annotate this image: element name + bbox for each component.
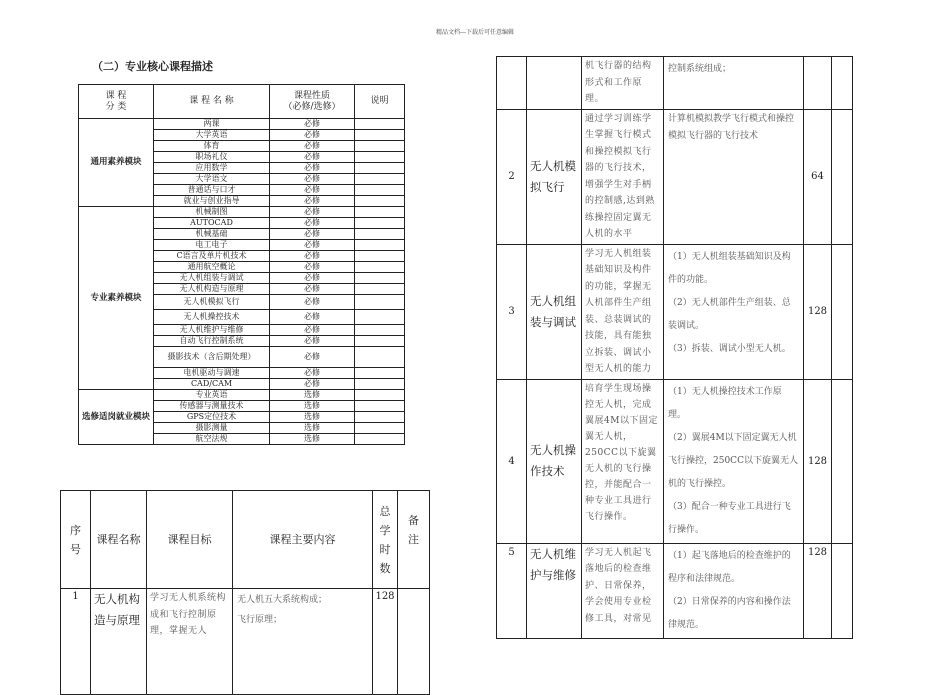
course-notes bbox=[355, 262, 405, 273]
header-nature: 课程性质 （必修/选修） bbox=[270, 85, 355, 119]
course-nature: 必修 bbox=[270, 310, 355, 325]
row-no: 3 bbox=[497, 244, 527, 379]
course-name: 两课 bbox=[154, 119, 270, 130]
course-name: 职场礼仪 bbox=[154, 152, 270, 163]
content-line: 计算机模拟教学飞行模式和操控模拟飞行器的飞行技术 bbox=[668, 113, 795, 141]
course-name: 应用数学 bbox=[154, 163, 270, 174]
course-notes bbox=[355, 240, 405, 251]
course-name: 无人机构造与原理 bbox=[154, 284, 270, 295]
course-nature: 必修 bbox=[270, 163, 355, 174]
course-name: AUTOCAD bbox=[154, 218, 270, 229]
course-nature: 必修 bbox=[270, 174, 355, 185]
course-notes bbox=[355, 119, 405, 130]
course-name: 大学英语 bbox=[154, 130, 270, 141]
content-line: （2）无人机部件生产组装、总装调试。 bbox=[668, 297, 791, 331]
header-hours: 总 学 时 数 bbox=[373, 491, 398, 589]
course-notes bbox=[355, 379, 405, 390]
course-nature: 必修 bbox=[270, 196, 355, 207]
course-name: 无人机维护与维修 bbox=[154, 325, 270, 336]
course-notes bbox=[355, 423, 405, 434]
row-hours: 128 bbox=[804, 379, 832, 543]
content-line: 无人机五大系统构成； bbox=[237, 595, 328, 605]
course-name: 机械制图 bbox=[154, 207, 270, 218]
course-notes bbox=[355, 336, 405, 347]
course-notes bbox=[355, 434, 405, 445]
row-hours bbox=[804, 57, 832, 110]
row-course-name bbox=[527, 57, 582, 110]
row-no: 1 bbox=[61, 589, 91, 695]
row-content bbox=[664, 543, 804, 638]
course-notes bbox=[355, 325, 405, 336]
row-course-name: 无人机组装与调试 bbox=[527, 244, 582, 379]
row-course-name: 无人机构造与原理 bbox=[91, 589, 147, 695]
module-name: 通用素养模块 bbox=[79, 119, 154, 207]
content-line: （2）日常保养的内容和操作法律规范。 bbox=[668, 596, 791, 630]
content-line: （1）无人机组装基础知识及构件的功能。 bbox=[668, 251, 791, 285]
row-content bbox=[233, 589, 373, 695]
course-nature: 必修 bbox=[270, 347, 355, 368]
row-content bbox=[664, 109, 804, 244]
course-nature: 必修 bbox=[270, 251, 355, 262]
row-no bbox=[497, 57, 527, 110]
row-no: 2 bbox=[497, 109, 527, 244]
row-notes bbox=[832, 109, 853, 244]
course-name: 电机驱动与调速 bbox=[154, 368, 270, 379]
course-name: 就业与创业指导 bbox=[154, 196, 270, 207]
header-notes: 备 注 bbox=[398, 491, 430, 589]
header-course-name: 课程名称 bbox=[91, 491, 147, 589]
row-content: 控制系统组成； bbox=[664, 57, 804, 110]
course-row bbox=[79, 390, 405, 401]
detail-row-5 bbox=[497, 543, 853, 638]
header-no: 序 号 bbox=[61, 491, 91, 589]
course-notes bbox=[355, 163, 405, 174]
course-type-body bbox=[79, 119, 405, 445]
row-content bbox=[664, 244, 804, 379]
course-nature: 必修 bbox=[270, 229, 355, 240]
content-line: （1）无人机操控技术工作原理。 bbox=[668, 386, 782, 420]
course-name: 无人机操控技术 bbox=[154, 310, 270, 325]
course-notes bbox=[355, 401, 405, 412]
course-notes bbox=[355, 295, 405, 310]
course-notes bbox=[355, 152, 405, 163]
course-nature: 必修 bbox=[270, 379, 355, 390]
course-name: 航空法规 bbox=[154, 434, 270, 445]
row-content bbox=[664, 379, 804, 543]
course-nature: 必修 bbox=[270, 207, 355, 218]
course-nature: 选修 bbox=[270, 390, 355, 401]
course-notes bbox=[355, 141, 405, 152]
course-name: 普通话与口才 bbox=[154, 185, 270, 196]
header-content: 课程主要内容 bbox=[233, 491, 373, 589]
course-type-header-row bbox=[79, 85, 405, 119]
row-hours: 64 bbox=[804, 109, 832, 244]
course-name: 自动飞行控制系统 bbox=[154, 336, 270, 347]
row-notes bbox=[832, 57, 853, 110]
course-notes bbox=[355, 207, 405, 218]
content-line: （3）拆装、调试小型无人机。 bbox=[668, 343, 791, 354]
header-course-name: 课 程 名 称 bbox=[154, 85, 270, 119]
content-line: （1）起飞落地后的检查维护的程序和法律规范。 bbox=[668, 550, 791, 584]
course-name: 大学语文 bbox=[154, 174, 270, 185]
course-name: 摄影技术（含后期处理） bbox=[154, 347, 270, 368]
row-goal: 机飞行器的结构形式和工作原理。 bbox=[582, 57, 664, 110]
row-no: 4 bbox=[497, 379, 527, 543]
course-notes bbox=[355, 196, 405, 207]
header-category: 课 程 分 类 bbox=[79, 85, 154, 119]
course-name: 机械基础 bbox=[154, 229, 270, 240]
row-goal: 通过学习训练学生掌握飞行模式和操控模拟飞行器的飞行技术，增强学生对手柄的控制感,达到熟练操控固定翼无人机的水平 bbox=[582, 109, 664, 244]
course-notes bbox=[355, 185, 405, 196]
course-row bbox=[79, 207, 405, 218]
course-nature: 必修 bbox=[270, 152, 355, 163]
course-nature: 必修 bbox=[270, 240, 355, 251]
content-line: 飞行原理； bbox=[237, 615, 283, 625]
module-name: 选修适岗就业模块 bbox=[79, 390, 154, 445]
course-notes bbox=[355, 412, 405, 423]
content-line: （2）翼展4M以下固定翼无人机飞行操控，250CC以下旋翼无人机的飞行操控。 bbox=[668, 432, 798, 489]
row-no: 5 bbox=[497, 543, 527, 638]
course-row bbox=[79, 119, 405, 130]
course-nature: 必修 bbox=[270, 336, 355, 347]
row-course-name: 无人机操作技术 bbox=[527, 379, 582, 543]
course-name: C语言及单片机技术 bbox=[154, 251, 270, 262]
course-notes bbox=[355, 130, 405, 141]
row-hours: 128 bbox=[373, 589, 398, 695]
row-hours: 128 bbox=[804, 244, 832, 379]
row-notes bbox=[398, 589, 430, 695]
detail-row-2 bbox=[497, 109, 853, 244]
course-notes bbox=[355, 390, 405, 401]
row-goal: 学习无人机组装基础知识及构件的功能，掌握无人机部件生产组装、总装调试的技能，具有能独立拆装、调试小型无人机的能力 bbox=[582, 244, 664, 379]
row-goal: 培育学生现场操控无人机，完成翼展4M以下固定翼无人机，250CC以下旋翼无人机的飞行操控，并能配合一种专业工具进行飞行操作。 bbox=[582, 379, 664, 543]
course-detail-table-left bbox=[60, 490, 430, 695]
course-name: 无人机模拟飞行 bbox=[154, 295, 270, 310]
detail-header-row bbox=[61, 491, 430, 589]
course-detail-table-right bbox=[496, 56, 853, 639]
course-nature: 必修 bbox=[270, 295, 355, 310]
row-course-name: 无人机维护与维修 bbox=[527, 543, 582, 638]
course-notes bbox=[355, 284, 405, 295]
course-name: 传感器与测量技术 bbox=[154, 401, 270, 412]
course-type-table bbox=[78, 84, 405, 445]
header-notes: 说明 bbox=[355, 85, 405, 119]
detail-row-3 bbox=[497, 244, 853, 379]
course-name: 电工电子 bbox=[154, 240, 270, 251]
course-nature: 必修 bbox=[270, 284, 355, 295]
course-nature: 选修 bbox=[270, 434, 355, 445]
course-nature: 必修 bbox=[270, 130, 355, 141]
row-notes bbox=[832, 543, 853, 638]
header-goal: 课程目标 bbox=[147, 491, 233, 589]
course-notes bbox=[355, 251, 405, 262]
content-line: （3）配合一种专业工具进行飞行操作。 bbox=[668, 501, 791, 535]
course-nature: 必修 bbox=[270, 119, 355, 130]
course-name: CAD/CAM bbox=[154, 379, 270, 390]
course-name: GPS定位技术 bbox=[154, 412, 270, 423]
course-nature: 选修 bbox=[270, 423, 355, 434]
course-nature: 必修 bbox=[270, 325, 355, 336]
course-nature: 必修 bbox=[270, 218, 355, 229]
detail-row-1-continued bbox=[497, 57, 853, 110]
module-name: 专业素养模块 bbox=[79, 207, 154, 390]
course-name: 体育 bbox=[154, 141, 270, 152]
course-nature: 必修 bbox=[270, 273, 355, 284]
course-name: 无人机组装与调试 bbox=[154, 273, 270, 284]
course-name: 通用航空概论 bbox=[154, 262, 270, 273]
course-notes bbox=[355, 218, 405, 229]
course-nature: 必修 bbox=[270, 185, 355, 196]
course-notes bbox=[355, 310, 405, 325]
detail-row-4 bbox=[497, 379, 853, 543]
course-notes bbox=[355, 273, 405, 284]
course-notes bbox=[355, 347, 405, 368]
course-nature: 选修 bbox=[270, 412, 355, 423]
row-notes bbox=[832, 379, 853, 543]
detail-row-1 bbox=[61, 589, 430, 695]
course-name: 专业英语 bbox=[154, 390, 270, 401]
course-notes bbox=[355, 174, 405, 185]
row-goal: 学习无人机系统构成和飞行控制原理，掌握无人 bbox=[147, 589, 233, 695]
course-nature: 必修 bbox=[270, 368, 355, 379]
course-name: 摄影测量 bbox=[154, 423, 270, 434]
row-hours: 128 bbox=[804, 543, 832, 638]
section-title: （二）专业核心课程描述 bbox=[92, 60, 213, 73]
course-notes bbox=[355, 368, 405, 379]
row-goal: 学习无人机起飞落地后的检查维护、日常保养，学会使用专业检修工具，对常见 bbox=[582, 543, 664, 638]
row-course-name: 无人机模拟飞行 bbox=[527, 109, 582, 244]
course-notes bbox=[355, 229, 405, 240]
course-nature: 选修 bbox=[270, 401, 355, 412]
row-notes bbox=[832, 244, 853, 379]
course-nature: 必修 bbox=[270, 262, 355, 273]
course-nature: 必修 bbox=[270, 141, 355, 152]
page-header: 精品文档---下载后可任意编辑 bbox=[435, 29, 515, 36]
